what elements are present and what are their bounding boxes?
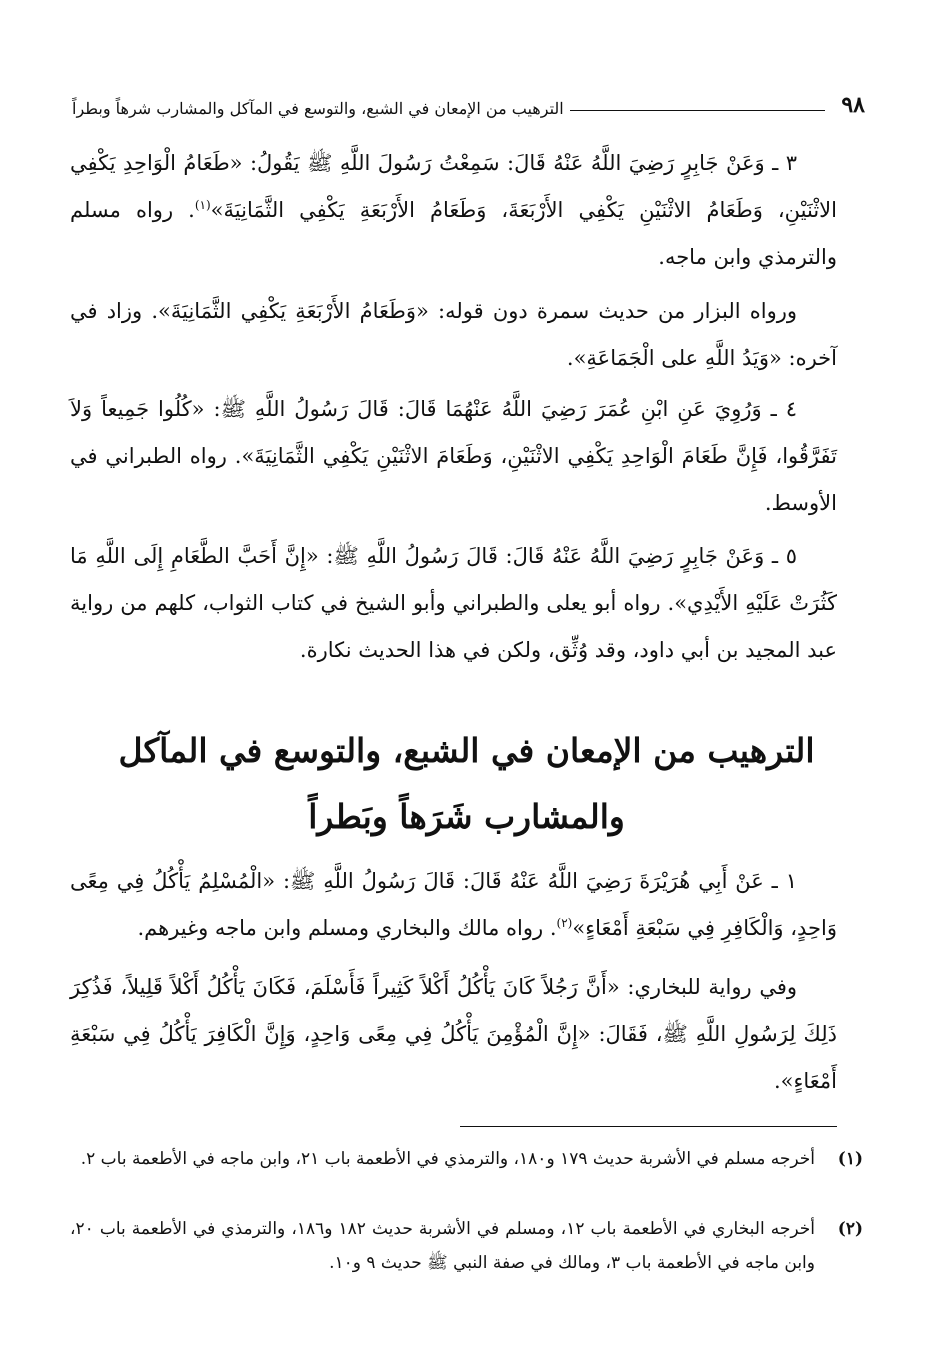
- hadith-3-additional: ورواه البزار من حديث سمرة دون قوله: «وَطَعَامُ الأَرْبَعَةِ يَكْفِي الثَّمَانِيَةَ». وزاد في آخره: «وَيَدُ اللَّهِ على الْجَمَاعَةِ».: [70, 299, 837, 370]
- header-rule: [570, 110, 826, 111]
- section-hadith-1-text: ١ ـ عَنْ أَبِي هُرَيْرَةَ رَضِيَ اللَّهُ عَنْهُ قَالَ: قَالَ رَسُولُ اللَّهِ ﷺ: «الْمُسْلِمُ يَأْكُلُ فِي مِعًى وَاحِدٍ، وَالْكَافِرِ فِي سَبْعَةِ أَمْعَاءٍ»: [70, 869, 837, 940]
- section-hadith-1: [70, 858, 837, 952]
- footnote-1-text: أخرجه مسلم في الأشربة حديث ١٧٩ و١٨٠، والترمذي في الأطعمة باب ٢١، وابن ماجه في الأطعمة باب ٢.: [80, 1149, 815, 1169]
- section-title-line-2: والمشارب شَرَهاً وبَطراً: [308, 797, 625, 836]
- page-number: ٩٨: [841, 92, 865, 118]
- running-title: الترهيب من الإمعان في الشبع، والتوسع في المآكل والمشارب شرهاً وبطراً: [72, 99, 564, 118]
- footnote-1: [70, 1142, 863, 1176]
- hadith-4: ٤ ـ وَرُوِيَ عَنِ ابْنِ عُمَرَ رَضِيَ اللَّهُ عَنْهُمَا قَالَ: قَالَ رَسُولُ اللَّهِ ﷺ: «كُلُوا جَمِيعاً وَلاَ تَفَرَّقُوا، فَإِنَّ طَعَامَ الْوَاحِدِ يَكْفِي الاثْنَيْنِ، وَطَعَامَ الاثْنَيْنِ يَكْفِي الثَّمَانِيَةَ». رواه الطبراني في الأوسط.: [70, 397, 837, 515]
- footnote-2-number: (٢): [837, 1219, 863, 1239]
- bukhari-narration: وفي رواية للبخاري: «أَنَّ رَجُلاً كَانَ يَأْكُلُ أَكْلاً كَثِيراً فَأَسْلَمَ، فَكَانَ يَأْكُلُ أَكْلاً قَلِيلاً، فَذُكِرَ ذَلِكَ لِرَسُولِ اللَّهِ ﷺ، فَقَالَ: «إِنَّ الْمُؤْمِنَ يَأْكُلُ فِي مِعًى وَاحِدٍ، وَإِنَّ الْكَافِرَ يَأْكُلُ فِي سَبْعَةِ أَمْعَاءٍ».: [70, 975, 837, 1093]
- running-header: [72, 84, 865, 118]
- footnote-1-number: (١): [837, 1149, 863, 1169]
- footnote-ref-2[interactable]: (٢): [556, 916, 573, 930]
- section-title: [70, 718, 863, 850]
- hadith-3-text: ٣ ـ وَعَنْ جَابِرٍ رَضِيَ اللَّهُ عَنْهُ قَالَ: سَمِعْتُ رَسُولَ اللَّهِ ﷺ يَقُولُ: «طَعَامُ الْوَاحِدِ يَكْفِي الاثْنَيْنِ، وَطَعَامُ الاثْنَيْنِ يَكْفِي الأَرْبَعَةَ، وَطَعَامُ الأَرْبَعَةِ يَكْفِي الثَّمَانِيَةَ»: [70, 151, 837, 222]
- footnote-ref-1[interactable]: (١): [194, 198, 211, 212]
- hadith-3: [70, 140, 837, 281]
- section-title-line-1: الترهيب من الإمعان في الشبع، والتوسع في المآكل: [118, 731, 815, 770]
- section-hadith-1-source: . رواه مالك والبخاري ومسلم وابن ماجه وغيرهم.: [137, 916, 557, 940]
- footnote-2: [70, 1212, 863, 1280]
- hadith-5: ٥ ـ وَعَنْ جَابِرٍ رَضِيَ اللَّهُ عَنْهُ قَالَ: قَالَ رَسُولُ اللَّهِ ﷺ: «إِنَّ أَحَبَّ الطَّعَامِ إِلَى اللَّهِ مَا كَثُرَتْ عَلَيْهِ الأَيْدِي». رواه أبو يعلى والطبراني وأبو الشيخ في كتاب الثواب، كلهم من رواية عبد المجيد بن أبي داود، وقد وُثِّق، ولكن في هذا الحديث نكارة.: [70, 544, 837, 662]
- hadith-3-source: . رواه مسلم والترمذي وابن ماجه.: [70, 198, 837, 269]
- footnote-divider: [460, 1126, 837, 1127]
- footnote-2-text: أخرجه البخاري في الأطعمة باب ١٢، ومسلم في الأشربة حديث ١٨٢ و١٨٦، والترمذي في الأطعمة باب ٢٠، وابن ماجه في الأطعمة باب ٣، ومالك في صفة النبي ﷺ حديث ٩ و١٠.: [70, 1219, 815, 1273]
